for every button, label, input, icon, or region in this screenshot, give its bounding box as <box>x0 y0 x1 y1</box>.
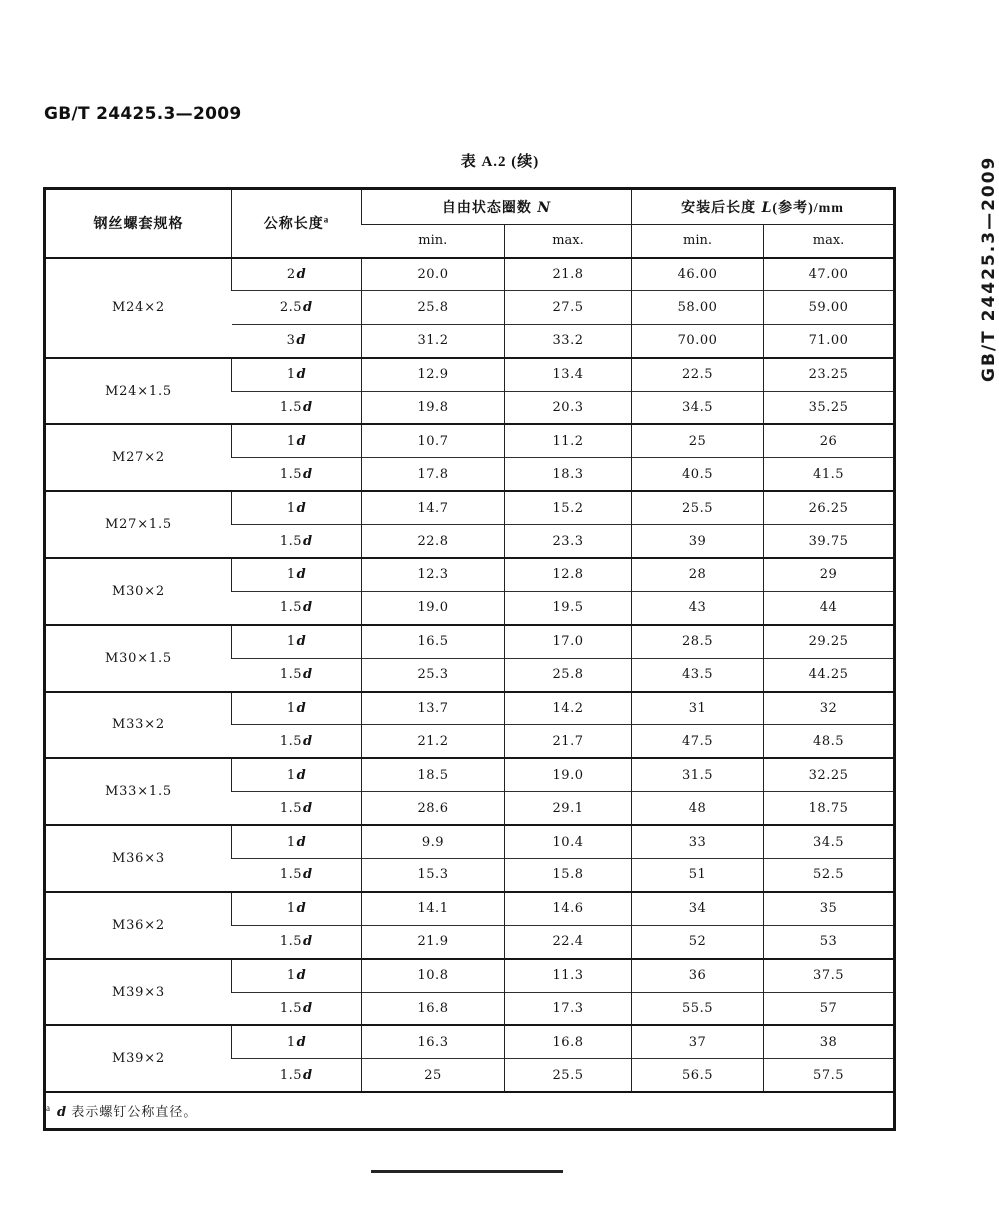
nominal-length-cell: 1d <box>232 358 362 391</box>
l-max-cell: 53 <box>764 925 895 958</box>
l-max-cell: 48.5 <box>764 725 895 758</box>
l-min-cell: 52 <box>632 925 764 958</box>
l-min-cell: 48 <box>632 792 764 825</box>
nominal-length-cell: 1d <box>232 1025 362 1058</box>
variable-d: d <box>303 400 313 415</box>
table-title: 表 A.2 (续) <box>460 154 540 170</box>
spec-cell: M39×2 <box>45 1025 232 1092</box>
n-max-cell: 21.8 <box>505 258 632 291</box>
n-max-cell: 12.8 <box>505 558 632 591</box>
nominal-length-cell: 1d <box>232 424 362 457</box>
n-min-cell: 25 <box>362 1059 505 1092</box>
l-max-cell: 71.00 <box>764 324 895 357</box>
l-max-cell: 29 <box>764 558 895 591</box>
l-max-cell: 57 <box>764 992 895 1025</box>
variable-d: d <box>296 500 307 516</box>
n-max-cell: 27.5 <box>505 291 632 324</box>
nominal-length-cell: 1.5d <box>232 525 362 558</box>
n-max-cell: 11.3 <box>505 959 632 992</box>
n-max-cell: 18.3 <box>505 458 632 491</box>
n-min-cell: 28.6 <box>362 792 505 825</box>
table-row <box>45 491 895 524</box>
variable-l: L <box>761 200 773 216</box>
l-min-cell: 40.5 <box>632 458 764 491</box>
spec-cell: M30×2 <box>45 558 232 625</box>
col-header-nominal-length <box>232 189 362 258</box>
l-max-cell: 57.5 <box>764 1059 895 1092</box>
table-row <box>45 892 895 925</box>
n-max-cell: 25.5 <box>505 1059 632 1092</box>
nominal-length-cell: 1.5d <box>232 591 362 624</box>
l-min-cell: 39 <box>632 525 764 558</box>
nominal-length-cell: 1d <box>232 625 362 658</box>
variable-d: d <box>303 533 313 549</box>
n-max-cell: 13.4 <box>505 358 632 391</box>
n-max-cell: 15.2 <box>505 491 632 524</box>
variable-d: d <box>296 266 307 282</box>
l-min-cell: 31.5 <box>632 758 764 791</box>
spec-table <box>43 187 896 1131</box>
n-min-cell: 21.2 <box>362 725 505 758</box>
l-min-cell: 58.00 <box>632 291 764 324</box>
l-min-cell: 34 <box>632 892 764 925</box>
footnote-marker: a <box>46 1102 51 1113</box>
spec-cell: M24×2 <box>111 300 166 316</box>
spec-cell: M33×2 <box>45 692 232 759</box>
n-min-cell: 14.1 <box>362 892 505 925</box>
l-min-cell: 43 <box>632 591 764 624</box>
n-min-cell: 16.8 <box>362 992 505 1025</box>
end-of-section-rule <box>371 1170 563 1173</box>
nominal-length-cell: 1d <box>232 825 362 858</box>
variable-d: d <box>296 968 307 984</box>
col-header-n-min: min. <box>362 225 505 258</box>
table-row <box>45 825 895 858</box>
variable-d: d <box>296 834 307 850</box>
l-min-cell: 36 <box>632 959 764 992</box>
nominal-length-cell: 1.5d <box>232 992 362 1025</box>
l-max-cell: 35.25 <box>764 391 895 424</box>
nominal-length-cell: 1.5d <box>232 391 362 424</box>
l-min-cell: 25 <box>632 424 764 457</box>
nominal-length-cell: 1.5d <box>232 1059 362 1092</box>
l-max-cell: 32.25 <box>764 758 895 791</box>
variable-d: d <box>303 934 313 950</box>
n-min-cell: 18.5 <box>362 758 505 791</box>
spec-cell: M39×3 <box>45 959 232 1026</box>
col-header-l-max: max. <box>764 225 895 258</box>
l-min-cell: 55.5 <box>632 992 764 1025</box>
n-max-cell: 33.2 <box>505 324 632 357</box>
l-max-cell: 41.5 <box>764 458 895 491</box>
spec-cell: M27×2 <box>45 424 232 491</box>
variable-d: d <box>303 300 313 316</box>
nominal-length-cell: 1.5d <box>232 859 362 892</box>
l-max-cell: 34.5 <box>764 825 895 858</box>
n-max-cell: 11.2 <box>505 424 632 457</box>
l-max-cell: 52.5 <box>764 859 895 892</box>
spec-cell: M24×1.5 <box>45 358 232 425</box>
l-min-cell: 51 <box>632 859 764 892</box>
nominal-length-cell: 1.5d <box>232 725 362 758</box>
footnote-row <box>45 1092 895 1130</box>
variable-d: d <box>296 901 307 917</box>
variable-d: d <box>303 733 313 749</box>
l-min-cell: 56.5 <box>632 1059 764 1092</box>
l-min-cell: 28 <box>632 558 764 591</box>
installed-length-label: 安装后长度 <box>681 201 757 216</box>
n-min-cell: 14.7 <box>362 491 505 524</box>
footnote-text: 表示螺钉公称直径。 <box>71 1104 198 1120</box>
variable-d: d <box>296 634 307 650</box>
n-max-cell: 19.5 <box>505 591 632 624</box>
table-row <box>45 358 895 391</box>
l-min-cell: 28.5 <box>632 625 764 658</box>
n-max-cell: 22.4 <box>505 925 632 958</box>
n-min-cell: 16.3 <box>362 1025 505 1058</box>
nominal-length-cell: 1.5d <box>232 925 362 958</box>
n-max-cell: 23.3 <box>505 525 632 558</box>
variable-d: d <box>303 466 313 482</box>
n-max-cell: 21.7 <box>505 725 632 758</box>
spec-cell: M33×1.5 <box>45 758 232 825</box>
header-row-groups <box>45 189 895 225</box>
n-max-cell: 14.2 <box>505 692 632 725</box>
nominal-length-cell: 1.5d <box>232 458 362 491</box>
nominal-length-cell: 1.5d <box>232 792 362 825</box>
nominal-length-cell: 1d <box>232 892 362 925</box>
n-max-cell: 25.8 <box>505 658 632 691</box>
l-min-cell: 34.5 <box>632 391 764 424</box>
l-max-cell: 26.25 <box>764 491 895 524</box>
footnote-marker: a <box>323 214 330 225</box>
n-min-cell: 25.3 <box>362 658 505 691</box>
variable-d: d <box>303 600 313 616</box>
n-max-cell: 10.4 <box>505 825 632 858</box>
l-max-cell: 32 <box>764 692 895 725</box>
nominal-length-cell: 1d <box>232 692 362 725</box>
spec-cell: M36×2 <box>45 892 232 959</box>
table-row <box>45 959 895 992</box>
l-min-cell: 25.5 <box>632 491 764 524</box>
l-min-cell: 22.5 <box>632 358 764 391</box>
variable-d: d <box>296 701 307 717</box>
n-max-cell: 15.8 <box>505 859 632 892</box>
n-max-cell: 17.0 <box>505 625 632 658</box>
variable-n: N <box>537 200 552 216</box>
variable-d: d <box>296 567 307 583</box>
variable-d: d <box>303 1067 313 1083</box>
l-min-cell: 43.5 <box>632 658 764 691</box>
n-min-cell: 25.8 <box>362 291 505 324</box>
variable-d: d <box>296 333 306 349</box>
l-max-cell: 26 <box>764 424 895 457</box>
l-max-cell: 38 <box>764 1025 895 1058</box>
l-max-cell: 44.25 <box>764 658 895 691</box>
n-min-cell: 31.2 <box>362 324 505 357</box>
n-min-cell: 10.7 <box>362 424 505 457</box>
n-max-cell: 20.3 <box>505 391 632 424</box>
variable-d: d <box>57 1105 68 1121</box>
table-body <box>45 258 895 1093</box>
nominal-length-cell: 2.5d <box>232 291 362 324</box>
l-max-cell: 47.00 <box>764 258 895 291</box>
l-max-cell: 44 <box>764 591 895 624</box>
variable-d: d <box>296 767 307 783</box>
l-max-cell: 35 <box>764 892 895 925</box>
table-row <box>45 758 895 791</box>
variable-d: d <box>303 800 313 816</box>
nominal-length-cell: 1d <box>232 959 362 992</box>
spec-cell: M36×3 <box>45 825 232 892</box>
table-row <box>45 625 895 658</box>
n-min-cell: 17.8 <box>362 458 505 491</box>
l-max-cell: 23.25 <box>764 358 895 391</box>
col-header-l-min: min. <box>632 225 764 258</box>
nominal-length-cell: 1d <box>232 558 362 591</box>
n-min-cell: 12.3 <box>362 558 505 591</box>
free-coils-label: 自由状态圈数 <box>441 201 532 216</box>
table-row <box>45 258 895 291</box>
l-min-cell: 46.00 <box>632 258 764 291</box>
l-min-cell: 33 <box>632 825 764 858</box>
n-max-cell: 17.3 <box>505 992 632 1025</box>
n-min-cell: 19.8 <box>362 391 505 424</box>
variable-d: d <box>303 667 313 683</box>
table-row <box>45 424 895 457</box>
l-max-cell: 37.5 <box>764 959 895 992</box>
table-header <box>45 189 895 258</box>
side-document-code: GB/T 24425.3—2009 <box>979 155 999 382</box>
installed-length-unit: (参考)/mm <box>772 201 844 216</box>
col-header-installed-length <box>632 189 895 225</box>
col-header-free-coils <box>362 189 632 225</box>
footnote-cell <box>45 1092 895 1130</box>
n-min-cell: 13.7 <box>362 692 505 725</box>
nominal-length-cell: 2d <box>232 258 362 291</box>
n-min-cell: 16.5 <box>362 625 505 658</box>
l-min-cell: 31 <box>632 692 764 725</box>
n-min-cell: 20.0 <box>362 258 505 291</box>
n-min-cell: 10.8 <box>362 959 505 992</box>
col-header-n-max: max. <box>505 225 632 258</box>
l-min-cell: 37 <box>632 1025 764 1058</box>
n-min-cell: 22.8 <box>362 525 505 558</box>
nominal-length-cell: 3d <box>232 324 362 357</box>
n-min-cell: 9.9 <box>362 825 505 858</box>
nominal-length-label: 公称长度 <box>263 217 324 233</box>
n-max-cell: 19.0 <box>505 758 632 791</box>
n-max-cell: 14.6 <box>505 892 632 925</box>
variable-d: d <box>303 867 313 883</box>
n-max-cell: 16.8 <box>505 1025 632 1058</box>
l-max-cell: 18.75 <box>764 792 895 825</box>
l-max-cell: 39.75 <box>764 525 895 558</box>
n-min-cell: 19.0 <box>362 591 505 624</box>
l-min-cell: 70.00 <box>632 324 764 357</box>
table-row <box>45 558 895 591</box>
document-code: GB/T 24425.3—2009 <box>44 104 242 124</box>
table-row <box>45 1025 895 1058</box>
spec-cell: M30×1.5 <box>45 625 232 692</box>
nominal-length-cell: 1d <box>232 758 362 791</box>
variable-d: d <box>296 367 307 383</box>
l-min-cell: 47.5 <box>632 725 764 758</box>
variable-d: d <box>303 1001 313 1017</box>
spec-cell: M27×1.5 <box>45 491 232 558</box>
n-min-cell: 15.3 <box>362 859 505 892</box>
variable-d: d <box>296 1034 307 1050</box>
nominal-length-cell: 1.5d <box>232 658 362 691</box>
n-min-cell: 21.9 <box>362 925 505 958</box>
col-header-spec: 钢丝螺套规格 <box>93 217 184 233</box>
table-footer <box>45 1092 895 1130</box>
variable-d: d <box>296 433 307 449</box>
nominal-length-cell: 1d <box>232 491 362 524</box>
table-row <box>45 692 895 725</box>
n-max-cell: 29.1 <box>505 792 632 825</box>
l-max-cell: 29.25 <box>764 625 895 658</box>
n-min-cell: 12.9 <box>362 358 505 391</box>
l-max-cell: 59.00 <box>764 291 895 324</box>
